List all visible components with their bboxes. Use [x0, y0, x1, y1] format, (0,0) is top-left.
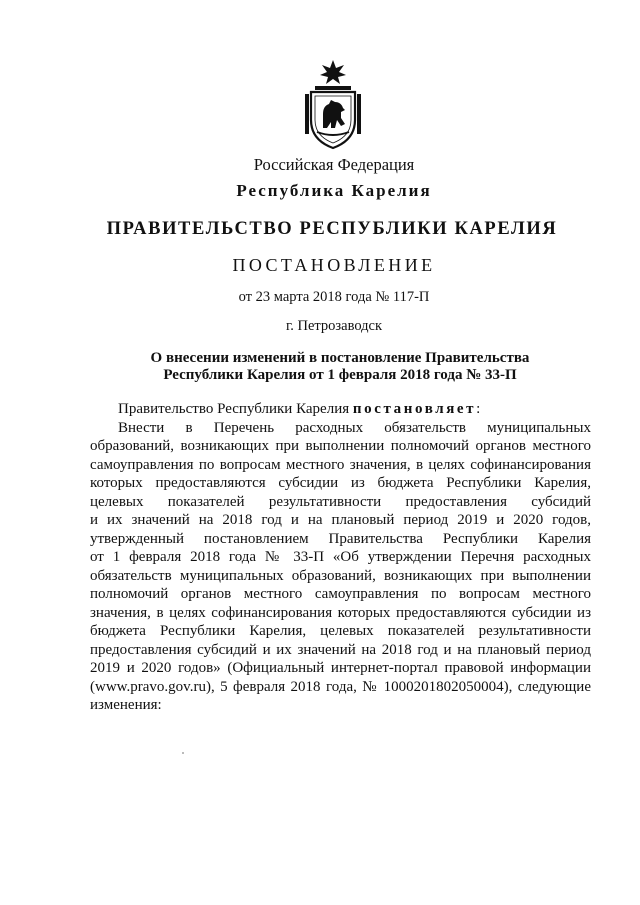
intro-paragraph [90, 400, 591, 419]
body-line: предоставления субсидий и их значений на 2018 год и на плановый период [90, 641, 591, 658]
body-line: от 1 февраля 2018 года № 33-П «Об утверждении Перечня расходных [90, 549, 591, 565]
body-line: обязательств муниципальных образований, возникающих при выполнении [90, 567, 591, 584]
body-line: целевых показателей результативности предоставления субсидий [90, 493, 591, 510]
document-title [90, 350, 590, 384]
karelia-coat-of-arms-icon [301, 58, 365, 150]
body-line: значения, в целях софинансирования которых предоставляются субсидии из [90, 604, 591, 621]
title-line-1: О внесении изменений в постановление Правительства [150, 350, 530, 366]
document-body [90, 400, 591, 715]
country-name: Российская Федерация [253, 155, 415, 174]
body-line: которых предоставляются субсидии из бюджета Республики Карелия, [90, 475, 591, 491]
intro-prefix: Правительство Республики Карелия [118, 401, 350, 417]
intro-colon: : [476, 401, 481, 417]
body-line: полномочий органов местного самоуправления по вопросам местного [90, 586, 591, 602]
intro-resolves: постановляет [352, 401, 477, 417]
document-type: ПОСТАНОВЛЕНИЕ [232, 255, 436, 275]
scan-speck [182, 752, 184, 754]
body-line: бюджета Республики Карелия, целевых показателей результативности [90, 623, 591, 639]
document-city: г. Петрозаводск [285, 318, 383, 334]
republic-name: Республика Карелия [236, 181, 432, 200]
body-line: самоуправления по вопросам местного значения, в целях софинансирования [90, 456, 591, 473]
document-date-number: от 23 марта 2018 года № 117-П [238, 289, 430, 305]
body-line: и их значений на 2018 год и на плановый период 2019 и 2020 годов, [90, 512, 591, 528]
title-line-2: Республики Карелия от 1 февраля 2018 года № 33-П [163, 367, 517, 383]
body-line: утвержденный постановлением Правительства Республики Карелия [90, 530, 591, 547]
body-line: изменения: [90, 697, 162, 713]
body-line: (www.pravo.gov.ru), 5 февраля 2018 года, № 1000201802050004), следующие [90, 678, 591, 695]
government-name: ПРАВИТЕЛЬСТВО РЕСПУБЛИКИ КАРЕЛИЯ [106, 219, 558, 239]
body-line: Внести в Перечень расходных обязательств муниципальных [118, 419, 591, 436]
body-line: 2019 и 2020 годов» (Официальный интернет-портал правовой информации [90, 660, 591, 676]
body-line: образований, возникающих при выполнении полномочий органов местного [90, 438, 591, 454]
